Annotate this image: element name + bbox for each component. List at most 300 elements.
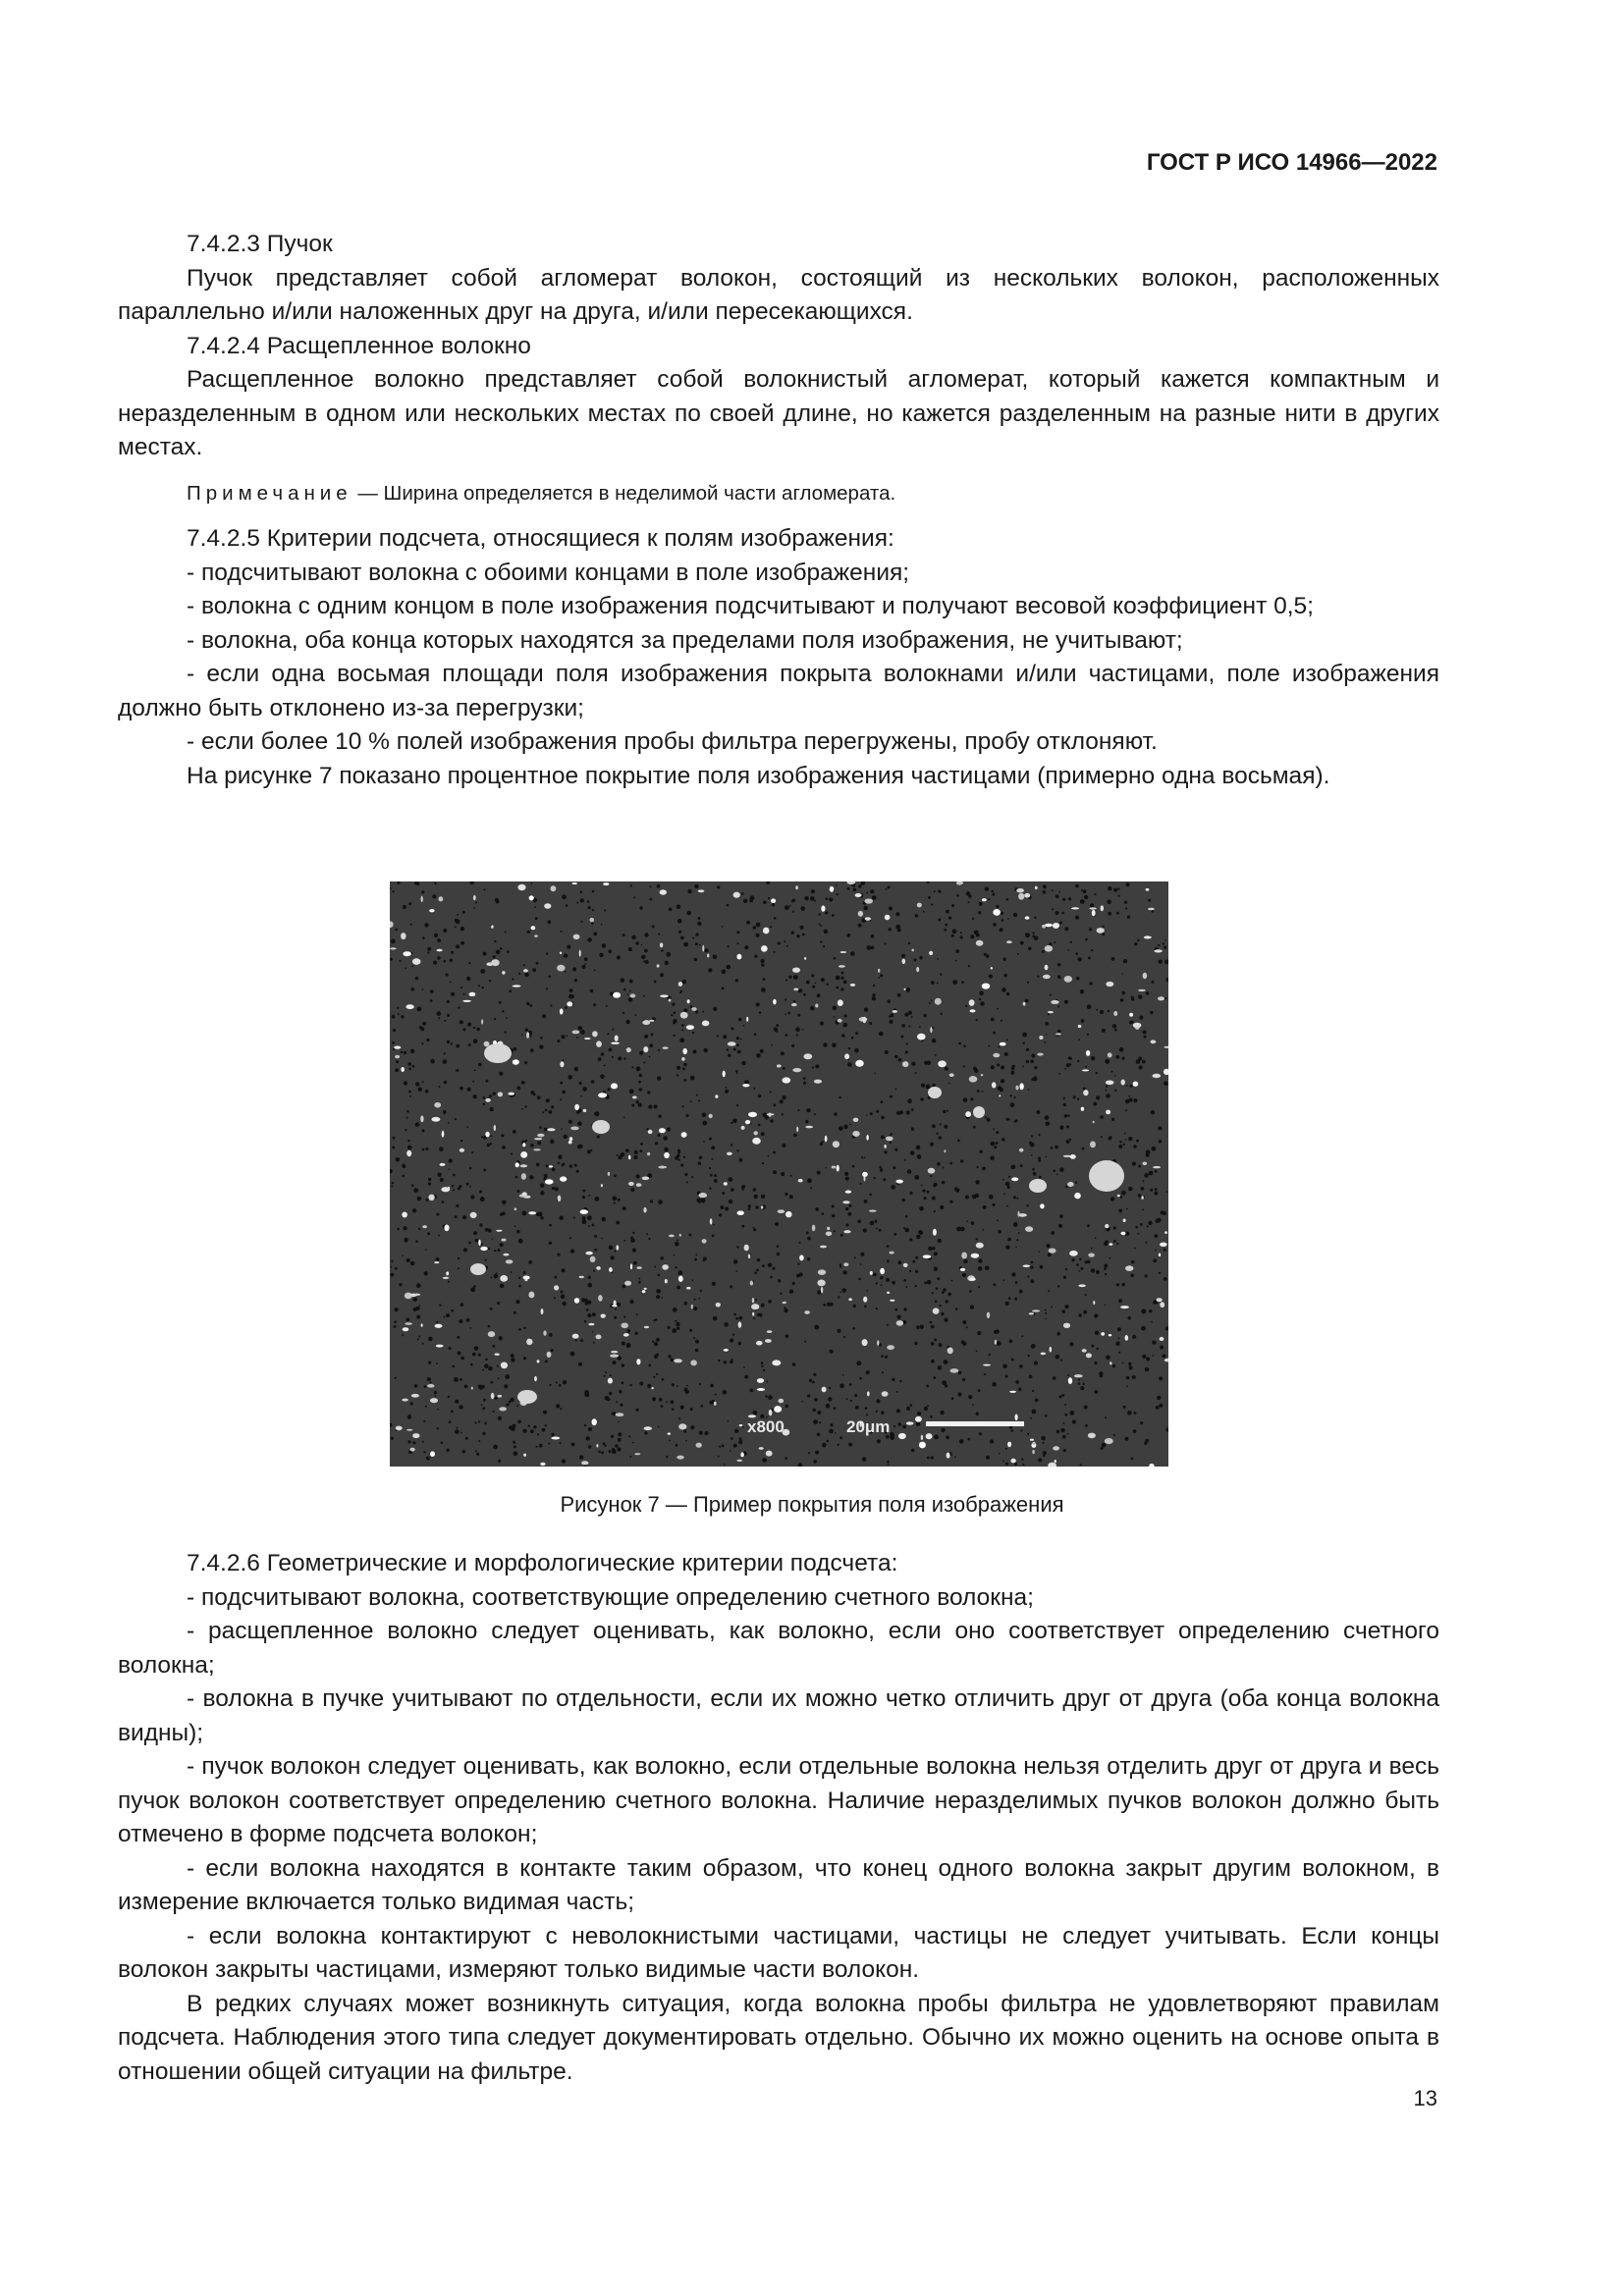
pore-speck bbox=[1113, 888, 1117, 892]
pore-speck bbox=[942, 1291, 945, 1294]
pore-speck bbox=[1122, 1362, 1124, 1364]
pore-speck bbox=[601, 1052, 604, 1055]
pore-speck bbox=[908, 1026, 910, 1028]
pore-speck bbox=[813, 1419, 818, 1424]
particle-speck bbox=[1152, 1074, 1161, 1078]
micrograph-texture bbox=[390, 881, 1168, 1467]
pore-speck bbox=[743, 899, 747, 903]
particle-speck bbox=[442, 1131, 445, 1138]
pore-speck bbox=[1083, 1310, 1087, 1314]
particle-speck bbox=[1011, 1177, 1018, 1181]
particle-speck bbox=[902, 959, 906, 965]
pore-speck bbox=[904, 1013, 908, 1017]
pore-speck bbox=[881, 1100, 884, 1103]
pore-speck bbox=[992, 893, 995, 896]
pore-speck bbox=[968, 1395, 972, 1399]
pore-speck bbox=[992, 1382, 997, 1387]
pore-speck bbox=[1020, 1164, 1023, 1167]
pore-speck bbox=[805, 1120, 808, 1123]
pore-speck bbox=[672, 1328, 677, 1333]
pore-speck bbox=[783, 1067, 785, 1070]
pore-speck bbox=[440, 1178, 444, 1182]
particle-speck bbox=[1030, 1439, 1034, 1441]
pore-speck bbox=[690, 1425, 694, 1429]
pore-speck bbox=[1026, 1048, 1029, 1051]
particle-speck bbox=[865, 917, 871, 921]
particle-speck bbox=[502, 971, 505, 975]
pore-speck bbox=[491, 1239, 493, 1241]
pore-speck bbox=[462, 1450, 465, 1453]
pore-speck bbox=[1141, 1187, 1145, 1191]
pore-speck bbox=[840, 977, 843, 980]
pore-speck bbox=[937, 958, 939, 960]
pore-speck bbox=[648, 1238, 650, 1240]
pore-speck bbox=[847, 1212, 851, 1216]
pore-speck bbox=[438, 1017, 440, 1019]
pore-speck bbox=[840, 988, 843, 990]
particle-speck bbox=[613, 992, 621, 998]
pore-speck bbox=[901, 1024, 905, 1028]
pore-speck bbox=[705, 948, 709, 952]
pore-speck bbox=[1127, 1411, 1132, 1415]
pore-speck bbox=[820, 1022, 824, 1026]
pore-speck bbox=[592, 909, 594, 911]
pore-speck bbox=[823, 945, 825, 947]
pore-speck bbox=[920, 1097, 923, 1100]
pore-speck bbox=[568, 994, 573, 999]
pore-speck bbox=[976, 1166, 978, 1168]
pore-speck bbox=[982, 1167, 986, 1171]
pore-speck bbox=[827, 1303, 831, 1307]
pore-speck bbox=[711, 1146, 715, 1149]
pore-speck bbox=[766, 881, 770, 884]
pore-speck bbox=[391, 939, 396, 944]
pore-speck bbox=[988, 898, 990, 900]
pore-speck bbox=[836, 976, 840, 981]
particle-speck bbox=[1048, 1463, 1056, 1467]
pore-speck bbox=[521, 1108, 523, 1110]
pore-speck bbox=[435, 1395, 437, 1397]
pore-speck bbox=[955, 960, 957, 962]
particle-speck bbox=[1151, 1040, 1157, 1043]
particle-speck bbox=[812, 1225, 816, 1232]
pore-speck bbox=[457, 1069, 460, 1072]
pore-speck bbox=[518, 1277, 520, 1279]
pore-speck bbox=[1069, 1139, 1071, 1141]
pore-speck bbox=[858, 924, 862, 928]
pore-speck bbox=[825, 911, 828, 914]
pore-speck bbox=[897, 928, 901, 932]
pore-speck bbox=[1081, 1019, 1085, 1023]
pore-speck bbox=[524, 1061, 527, 1064]
pore-speck bbox=[1063, 1449, 1066, 1452]
pore-speck bbox=[1001, 1020, 1002, 1022]
pore-speck bbox=[1127, 916, 1130, 919]
particle-speck bbox=[523, 1454, 526, 1457]
pore-speck bbox=[938, 890, 941, 893]
pore-speck bbox=[806, 1232, 809, 1235]
particle-speck bbox=[833, 1141, 839, 1148]
pore-speck bbox=[599, 953, 603, 957]
particle-speck bbox=[1043, 975, 1051, 979]
pore-speck bbox=[996, 1329, 1000, 1333]
pore-speck bbox=[789, 905, 791, 907]
pore-speck bbox=[963, 1065, 965, 1067]
pore-speck bbox=[793, 1000, 795, 1002]
particle-speck bbox=[1138, 989, 1146, 991]
pore-speck bbox=[629, 980, 633, 984]
pore-speck bbox=[443, 929, 447, 933]
pore-speck bbox=[500, 1213, 503, 1216]
pore-speck bbox=[1015, 1281, 1018, 1284]
particle-speck bbox=[919, 1442, 926, 1449]
particle-speck bbox=[1159, 1254, 1161, 1256]
pore-speck bbox=[677, 919, 682, 924]
pore-speck bbox=[437, 1427, 439, 1429]
particle-speck bbox=[608, 1378, 613, 1384]
pore-speck bbox=[493, 1345, 496, 1348]
pore-speck bbox=[617, 1154, 619, 1156]
particle-speck bbox=[852, 1131, 859, 1137]
pore-speck bbox=[951, 904, 954, 907]
pore-speck bbox=[506, 1017, 508, 1019]
pore-speck bbox=[542, 1111, 544, 1113]
particle-speck bbox=[815, 1004, 818, 1008]
pore-speck bbox=[785, 905, 789, 910]
pore-speck bbox=[1142, 1060, 1146, 1064]
pore-speck bbox=[592, 1312, 596, 1316]
pore-speck bbox=[844, 1014, 847, 1017]
pore-speck bbox=[539, 1044, 543, 1048]
pore-speck bbox=[1056, 1332, 1060, 1336]
pore-speck bbox=[930, 1143, 934, 1147]
pore-speck bbox=[972, 1195, 977, 1200]
pore-speck bbox=[494, 1274, 499, 1279]
pore-speck bbox=[1053, 1170, 1056, 1173]
pore-speck bbox=[633, 1261, 637, 1265]
pore-speck bbox=[413, 1188, 418, 1193]
pore-speck bbox=[1038, 1157, 1041, 1160]
pore-speck bbox=[886, 1278, 890, 1282]
pore-speck bbox=[635, 1014, 637, 1016]
pore-speck bbox=[912, 1260, 915, 1263]
pore-speck bbox=[876, 1228, 878, 1230]
pore-speck bbox=[652, 1341, 654, 1343]
particle-speck bbox=[777, 1064, 782, 1067]
pore-speck bbox=[1000, 928, 1003, 932]
pore-speck bbox=[658, 1274, 661, 1277]
particle-speck bbox=[853, 1118, 859, 1122]
particle-speck bbox=[643, 1046, 648, 1052]
pore-speck bbox=[1077, 1097, 1079, 1099]
particle-speck bbox=[1063, 1323, 1070, 1328]
pore-speck bbox=[731, 1028, 733, 1031]
pore-speck bbox=[695, 942, 698, 945]
pore-speck bbox=[876, 1411, 878, 1413]
pore-speck bbox=[768, 897, 770, 899]
pore-speck bbox=[1133, 1145, 1136, 1148]
pore-speck bbox=[439, 1086, 441, 1088]
pore-speck bbox=[993, 1032, 996, 1035]
particle-speck bbox=[430, 1398, 438, 1403]
pore-speck bbox=[1021, 1458, 1023, 1460]
pore-speck bbox=[957, 1139, 960, 1142]
pore-speck bbox=[632, 1442, 634, 1444]
pore-speck bbox=[482, 1369, 484, 1371]
pore-speck bbox=[880, 1168, 883, 1171]
pore-speck bbox=[1107, 900, 1111, 905]
pore-speck bbox=[580, 1339, 583, 1342]
pore-speck bbox=[963, 1259, 967, 1263]
pore-speck bbox=[814, 1113, 816, 1115]
particle-speck bbox=[1105, 1224, 1109, 1228]
pore-speck bbox=[870, 889, 874, 893]
pore-speck bbox=[466, 977, 470, 981]
pore-speck bbox=[561, 1291, 564, 1294]
particle-speck bbox=[759, 1447, 764, 1450]
pore-speck bbox=[632, 1232, 634, 1234]
pore-speck bbox=[823, 1304, 826, 1307]
pore-speck bbox=[581, 921, 583, 923]
heading-7-4-2-3: 7.4.2.3 Пучок bbox=[187, 231, 333, 257]
pore-speck bbox=[1050, 994, 1052, 996]
particle-speck bbox=[999, 1095, 1001, 1096]
pore-speck bbox=[401, 1015, 404, 1018]
particle-speck bbox=[837, 1165, 839, 1172]
pore-speck bbox=[518, 1239, 523, 1244]
particle-speck bbox=[1009, 1391, 1016, 1393]
pore-speck bbox=[1025, 999, 1029, 1003]
pore-speck bbox=[529, 1004, 532, 1007]
pore-speck bbox=[1151, 981, 1154, 984]
pore-speck bbox=[724, 1322, 729, 1327]
particle-flake bbox=[517, 1390, 537, 1404]
particle-speck bbox=[825, 1136, 828, 1143]
particle-speck bbox=[761, 945, 768, 952]
pore-speck bbox=[948, 1083, 950, 1085]
pore-speck bbox=[712, 1282, 716, 1286]
pore-speck bbox=[516, 1087, 520, 1091]
pore-speck bbox=[525, 1029, 528, 1032]
pore-speck bbox=[772, 903, 775, 906]
pore-speck bbox=[728, 1420, 730, 1422]
pore-speck bbox=[592, 1331, 594, 1333]
pore-speck bbox=[1089, 928, 1092, 931]
pore-speck bbox=[601, 1238, 603, 1240]
pore-speck bbox=[1019, 1290, 1023, 1294]
particle-speck bbox=[598, 1093, 607, 1097]
pore-speck bbox=[976, 1019, 978, 1021]
pore-speck bbox=[530, 1091, 534, 1095]
pore-speck bbox=[738, 1342, 742, 1346]
particle-speck bbox=[422, 1225, 427, 1228]
pore-speck bbox=[1031, 1261, 1034, 1264]
particle-speck bbox=[615, 1036, 619, 1041]
pore-speck bbox=[484, 1422, 487, 1425]
pore-speck bbox=[483, 1169, 486, 1172]
pore-speck bbox=[819, 1421, 821, 1423]
particle-speck bbox=[1113, 1011, 1117, 1016]
pore-speck bbox=[584, 1390, 588, 1394]
pore-speck bbox=[951, 1397, 954, 1400]
pore-speck bbox=[817, 1171, 821, 1175]
pore-speck bbox=[447, 1000, 450, 1003]
pore-speck bbox=[412, 1208, 416, 1212]
pore-speck bbox=[1021, 1335, 1023, 1337]
pore-speck bbox=[935, 1300, 938, 1303]
particle-speck bbox=[716, 1303, 721, 1308]
pore-speck bbox=[456, 944, 460, 948]
pore-speck bbox=[623, 1240, 625, 1242]
pore-speck bbox=[763, 1369, 765, 1371]
pore-speck bbox=[683, 1429, 686, 1432]
pore-speck bbox=[547, 920, 551, 924]
pore-speck bbox=[929, 1002, 931, 1004]
pore-speck bbox=[679, 1038, 684, 1042]
pore-speck bbox=[754, 1272, 757, 1275]
particle-speck bbox=[830, 886, 835, 892]
pore-speck bbox=[854, 1256, 856, 1258]
particle-speck bbox=[880, 1268, 885, 1274]
pore-speck bbox=[644, 933, 648, 936]
pore-speck bbox=[1064, 1305, 1068, 1308]
pore-speck bbox=[566, 904, 568, 907]
pore-speck bbox=[736, 1149, 738, 1151]
pore-speck bbox=[530, 1048, 534, 1052]
pore-speck bbox=[623, 1012, 624, 1014]
pore-speck bbox=[898, 1058, 902, 1062]
pore-speck bbox=[880, 974, 883, 977]
pore-speck bbox=[831, 1423, 834, 1426]
pore-speck bbox=[656, 1373, 658, 1375]
pore-speck bbox=[658, 1134, 661, 1137]
pore-speck bbox=[692, 1279, 694, 1281]
pore-speck bbox=[622, 1342, 625, 1346]
particle-speck bbox=[669, 1235, 675, 1238]
pore-speck bbox=[1145, 1274, 1148, 1277]
pore-speck bbox=[731, 1122, 732, 1124]
particle-speck bbox=[1070, 1154, 1076, 1159]
particle-speck bbox=[773, 999, 777, 1005]
particle-speck bbox=[660, 994, 669, 997]
particle-speck bbox=[867, 1391, 870, 1396]
particle-speck bbox=[748, 1255, 750, 1259]
particle-speck bbox=[395, 1055, 400, 1058]
particle-speck bbox=[427, 1384, 434, 1388]
particle-speck bbox=[1148, 908, 1155, 911]
pore-speck bbox=[537, 1141, 541, 1145]
pore-speck bbox=[1030, 1143, 1035, 1148]
particle-speck bbox=[969, 1076, 978, 1083]
pore-speck bbox=[888, 1464, 890, 1466]
particle-speck bbox=[1157, 1298, 1163, 1302]
pore-speck bbox=[488, 1366, 493, 1371]
pore-speck bbox=[834, 1112, 838, 1116]
pore-speck bbox=[543, 1411, 547, 1415]
pore-speck bbox=[474, 1069, 476, 1071]
pore-speck bbox=[408, 1415, 410, 1416]
pore-speck bbox=[793, 975, 798, 980]
pore-speck bbox=[641, 955, 645, 959]
pore-speck bbox=[836, 987, 839, 989]
particle-speck bbox=[1089, 907, 1096, 909]
pore-speck bbox=[468, 1043, 471, 1046]
pore-speck bbox=[843, 1336, 845, 1338]
pore-speck bbox=[906, 988, 911, 992]
particle-speck bbox=[862, 1017, 866, 1023]
particle-speck bbox=[774, 1406, 782, 1413]
pore-speck bbox=[1013, 913, 1017, 917]
pore-speck bbox=[417, 1197, 422, 1201]
pore-speck bbox=[814, 900, 816, 902]
pore-speck bbox=[849, 1124, 851, 1126]
pore-speck bbox=[631, 1104, 634, 1107]
particle-speck bbox=[890, 1300, 894, 1302]
pore-speck bbox=[593, 1003, 596, 1006]
pore-speck bbox=[1129, 1098, 1133, 1102]
pore-speck bbox=[635, 941, 638, 944]
pore-speck bbox=[592, 890, 595, 893]
particle-speck bbox=[488, 1331, 495, 1337]
pore-speck bbox=[411, 1184, 414, 1187]
pore-speck bbox=[505, 932, 507, 934]
pore-speck bbox=[996, 1142, 999, 1145]
particle-speck bbox=[930, 1027, 932, 1033]
pore-speck bbox=[913, 958, 916, 961]
pore-speck bbox=[567, 945, 570, 949]
pore-speck bbox=[679, 991, 681, 993]
pore-speck bbox=[1150, 1189, 1153, 1192]
pore-speck bbox=[455, 926, 457, 928]
pore-speck bbox=[507, 950, 510, 953]
pore-speck bbox=[473, 1231, 477, 1235]
particle-speck bbox=[470, 1212, 477, 1218]
pore-speck bbox=[498, 1460, 501, 1463]
pore-speck bbox=[736, 931, 739, 934]
list-item: - волокна в пучке учитывают по отдельности, если их можно четко отличить друг от друга (оба конца волокна видны); bbox=[118, 1685, 1439, 1746]
particle-speck bbox=[885, 915, 891, 921]
pore-speck bbox=[800, 926, 804, 930]
pore-speck bbox=[946, 1435, 949, 1439]
pore-speck bbox=[639, 1051, 643, 1055]
pore-speck bbox=[760, 1049, 764, 1053]
pore-speck bbox=[457, 914, 459, 916]
pore-speck bbox=[921, 1084, 925, 1088]
pore-speck bbox=[1117, 1327, 1121, 1331]
pore-speck bbox=[728, 1054, 731, 1057]
pore-speck bbox=[1043, 1451, 1047, 1455]
pore-speck bbox=[1066, 1140, 1070, 1144]
pore-speck bbox=[556, 1404, 560, 1408]
pore-speck bbox=[843, 1023, 848, 1028]
particle-speck bbox=[842, 1201, 849, 1203]
particle-speck bbox=[1153, 1166, 1161, 1168]
particle-speck bbox=[580, 1209, 588, 1214]
pore-speck bbox=[1118, 895, 1120, 897]
particle-speck bbox=[690, 1360, 697, 1365]
pore-speck bbox=[1059, 1167, 1064, 1172]
pore-speck bbox=[905, 1050, 908, 1053]
pore-speck bbox=[740, 1039, 742, 1041]
pore-speck bbox=[1009, 1339, 1013, 1343]
particle-speck bbox=[1143, 973, 1148, 979]
particle-speck bbox=[669, 998, 672, 1001]
pore-speck bbox=[782, 1113, 784, 1115]
pore-speck bbox=[792, 1282, 795, 1285]
pore-speck bbox=[996, 1131, 999, 1134]
particle-speck bbox=[1048, 1011, 1054, 1013]
pore-speck bbox=[588, 906, 591, 909]
